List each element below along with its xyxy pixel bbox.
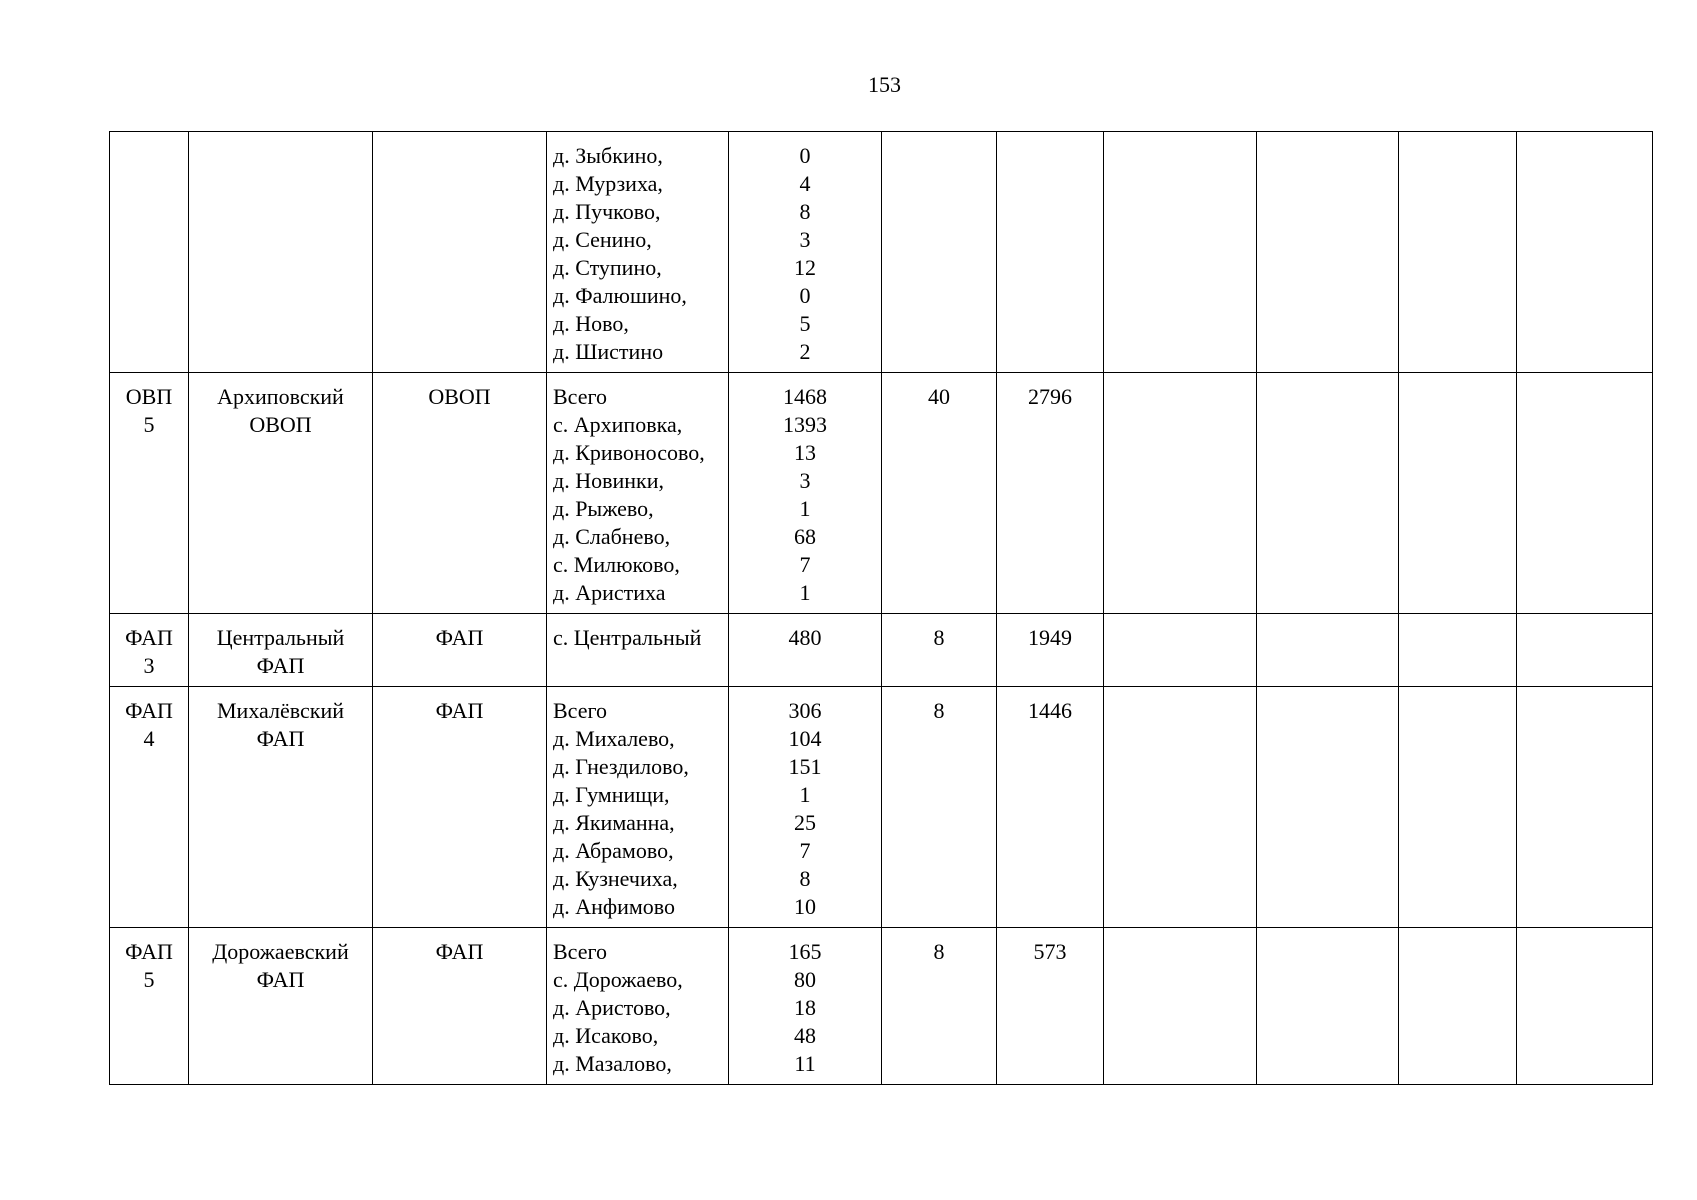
column-7-cell: 573 <box>997 928 1104 1085</box>
empty-cell <box>1104 928 1257 1085</box>
settlements-cell: д. Зыбкино, д. Мурзиха, д. Пучково, д. Сенино, д. Ступино, д. Фалюшино, д. Ново, д. Шистино <box>547 132 729 373</box>
empty-cell <box>1257 614 1399 687</box>
empty-cell <box>1399 687 1517 928</box>
empty-cell <box>1399 928 1517 1085</box>
facility-code-cell: ОВП 5 <box>110 373 189 614</box>
column-7-cell: 1446 <box>997 687 1104 928</box>
facility-type-cell: ФАП <box>373 687 547 928</box>
table-row <box>110 687 1653 928</box>
empty-cell <box>1517 928 1653 1085</box>
facility-code-cell: ФАП 5 <box>110 928 189 1085</box>
empty-cell <box>1517 373 1653 614</box>
medical-facilities-table <box>109 131 1653 1085</box>
table-row <box>110 928 1653 1085</box>
settlements-cell: с. Центральный <box>547 614 729 687</box>
empty-cell <box>1399 614 1517 687</box>
page-number: 153 <box>868 72 901 97</box>
empty-cell <box>1104 373 1257 614</box>
facility-type-cell: ФАП <box>373 614 547 687</box>
table-row <box>110 132 1653 373</box>
population-cell: 165 80 18 48 11 <box>729 928 882 1085</box>
facility-type-cell: ФАП <box>373 928 547 1085</box>
empty-cell <box>1104 614 1257 687</box>
empty-cell <box>1104 687 1257 928</box>
facility-name-cell: Михалёвский ФАП <box>189 687 373 928</box>
empty-cell <box>1257 687 1399 928</box>
column-6-cell: 40 <box>882 373 997 614</box>
empty-cell <box>1257 132 1399 373</box>
settlements-cell: Всего с. Дорожаево, д. Аристово, д. Исаково, д. Мазалово, <box>547 928 729 1085</box>
table-row <box>110 373 1653 614</box>
empty-cell <box>1257 373 1399 614</box>
population-cell: 480 <box>729 614 882 687</box>
facility-name-cell: Архиповский ОВОП <box>189 373 373 614</box>
column-7-cell <box>997 132 1104 373</box>
empty-cell <box>1517 132 1653 373</box>
settlements-cell: Всего с. Архиповка, д. Кривоносово, д. Новинки, д. Рыжево, д. Слабнево, с. Милюково, д. Аристиха <box>547 373 729 614</box>
settlements-cell: Всего д. Михалево, д. Гнездилово, д. Гумнищи, д. Якиманна, д. Абрамово, д. Кузнечиха, д. Анфимово <box>547 687 729 928</box>
facility-code-cell <box>110 132 189 373</box>
facility-name-cell <box>189 132 373 373</box>
empty-cell <box>1517 687 1653 928</box>
empty-cell <box>1104 132 1257 373</box>
table-row <box>110 614 1653 687</box>
facility-type-cell: ОВОП <box>373 373 547 614</box>
empty-cell <box>1399 132 1517 373</box>
facility-name-cell: Дорожаевский ФАП <box>189 928 373 1085</box>
column-7-cell: 1949 <box>997 614 1104 687</box>
facility-type-cell <box>373 132 547 373</box>
population-cell: 306 104 151 1 25 7 8 10 <box>729 687 882 928</box>
empty-cell <box>1257 928 1399 1085</box>
column-6-cell: 8 <box>882 928 997 1085</box>
column-6-cell: 8 <box>882 687 997 928</box>
facility-code-cell: ФАП 3 <box>110 614 189 687</box>
column-6-cell: 8 <box>882 614 997 687</box>
empty-cell <box>1517 614 1653 687</box>
facility-name-cell: Центральный ФАП <box>189 614 373 687</box>
population-cell: 1468 1393 13 3 1 68 7 1 <box>729 373 882 614</box>
facility-code-cell: ФАП 4 <box>110 687 189 928</box>
column-7-cell: 2796 <box>997 373 1104 614</box>
empty-cell <box>1399 373 1517 614</box>
population-cell: 0 4 8 3 12 0 5 2 <box>729 132 882 373</box>
column-6-cell <box>882 132 997 373</box>
